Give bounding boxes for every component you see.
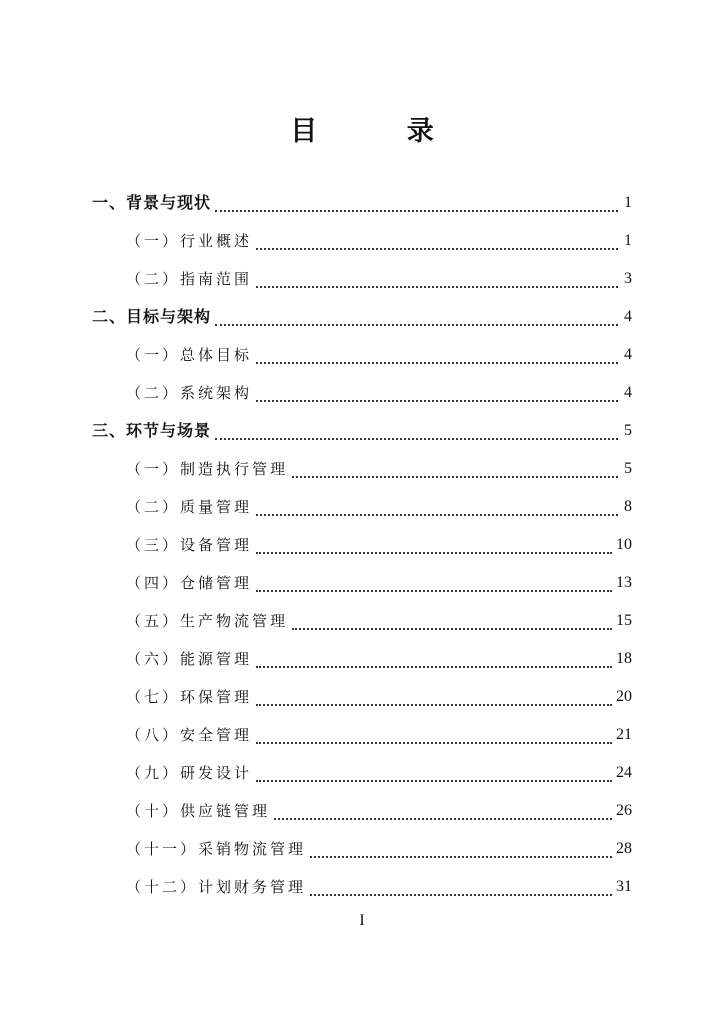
table-of-contents	[92, 184, 632, 906]
toc-chapter-entry[interactable]	[92, 184, 632, 222]
toc-entry-page: 31	[616, 878, 632, 895]
toc-section-entry[interactable]	[92, 488, 632, 526]
toc-entry-page: 18	[616, 650, 632, 667]
page-number: I	[359, 912, 365, 929]
toc-leader-dots	[256, 361, 618, 364]
toc-leader-dots	[256, 285, 618, 288]
toc-leader-dots	[310, 855, 612, 858]
toc-section-entry[interactable]	[92, 716, 632, 754]
toc-entry-label: （一）总体目标	[126, 346, 253, 364]
toc-leader-dots	[256, 589, 612, 592]
page-title: 目 录	[290, 116, 474, 147]
toc-entry-label: （三）设备管理	[126, 536, 253, 554]
toc-leader-dots	[256, 665, 612, 668]
toc-section-entry[interactable]	[92, 754, 632, 792]
toc-entry-page: 28	[616, 840, 632, 857]
toc-entry-page: 10	[616, 536, 632, 553]
toc-section-entry[interactable]	[92, 640, 632, 678]
toc-entry-page: 15	[616, 612, 632, 629]
toc-entry-label: （二）指南范围	[126, 270, 253, 288]
toc-leader-dots	[256, 703, 612, 706]
toc-entry-label: （七）环保管理	[126, 688, 253, 706]
toc-chapter-entry[interactable]	[92, 412, 632, 450]
toc-leader-dots	[215, 323, 618, 326]
toc-leader-dots	[256, 741, 612, 744]
toc-entry-label: 二、目标与架构	[92, 307, 212, 326]
toc-entry-label: 一、背景与现状	[92, 193, 212, 212]
toc-entry-page: 13	[616, 574, 632, 591]
toc-entry-page: 5	[624, 460, 632, 477]
toc-section-entry[interactable]	[92, 260, 632, 298]
toc-section-entry[interactable]	[92, 792, 632, 830]
toc-leader-dots	[256, 513, 618, 516]
toc-entry-label: （六）能源管理	[126, 650, 253, 668]
toc-entry-label: （十二）计划财务管理	[126, 878, 307, 896]
toc-leader-dots	[274, 817, 612, 820]
toc-leader-dots	[292, 627, 612, 630]
toc-entry-label: 三、环节与场景	[92, 421, 212, 440]
toc-section-entry[interactable]	[92, 526, 632, 564]
toc-section-entry[interactable]	[92, 336, 632, 374]
toc-entry-page: 24	[616, 764, 632, 781]
toc-entry-label: （一）制造执行管理	[126, 460, 289, 478]
toc-leader-dots	[256, 399, 618, 402]
toc-entry-label: （四）仓储管理	[126, 574, 253, 592]
toc-chapter-entry[interactable]	[92, 298, 632, 336]
toc-leader-dots	[256, 551, 612, 554]
toc-leader-dots	[215, 209, 618, 212]
toc-entry-page: 4	[624, 384, 632, 401]
toc-entry-page: 1	[624, 194, 632, 211]
toc-entry-label: （五）生产物流管理	[126, 612, 289, 630]
toc-entry-page: 1	[624, 232, 632, 249]
toc-entry-label: （九）研发设计	[126, 764, 253, 782]
toc-section-entry[interactable]	[92, 450, 632, 488]
toc-entry-page: 4	[624, 346, 632, 363]
toc-entry-label: （二）系统架构	[126, 384, 253, 402]
toc-entry-page: 5	[624, 422, 632, 439]
toc-section-entry[interactable]	[92, 602, 632, 640]
toc-entry-label: （十）供应链管理	[126, 802, 271, 820]
toc-section-entry[interactable]	[92, 678, 632, 716]
toc-entry-page: 20	[616, 688, 632, 705]
toc-entry-page: 4	[624, 308, 632, 325]
toc-entry-page: 26	[616, 802, 632, 819]
toc-leader-dots	[310, 893, 612, 896]
toc-entry-label: （二）质量管理	[126, 498, 253, 516]
toc-leader-dots	[215, 437, 618, 440]
toc-leader-dots	[256, 779, 612, 782]
toc-section-entry[interactable]	[92, 222, 632, 260]
toc-leader-dots	[292, 475, 618, 478]
toc-entry-page: 3	[624, 270, 632, 287]
toc-entry-page: 8	[624, 498, 632, 515]
toc-entry-page: 21	[616, 726, 632, 743]
toc-section-entry[interactable]	[92, 374, 632, 412]
toc-section-entry[interactable]	[92, 830, 632, 868]
toc-entry-label: （十一）采销物流管理	[126, 840, 307, 858]
toc-leader-dots	[256, 247, 618, 250]
toc-entry-label: （一）行业概述	[126, 232, 253, 250]
toc-entry-label: （八）安全管理	[126, 726, 253, 744]
toc-section-entry[interactable]	[92, 564, 632, 602]
toc-section-entry[interactable]	[92, 868, 632, 906]
